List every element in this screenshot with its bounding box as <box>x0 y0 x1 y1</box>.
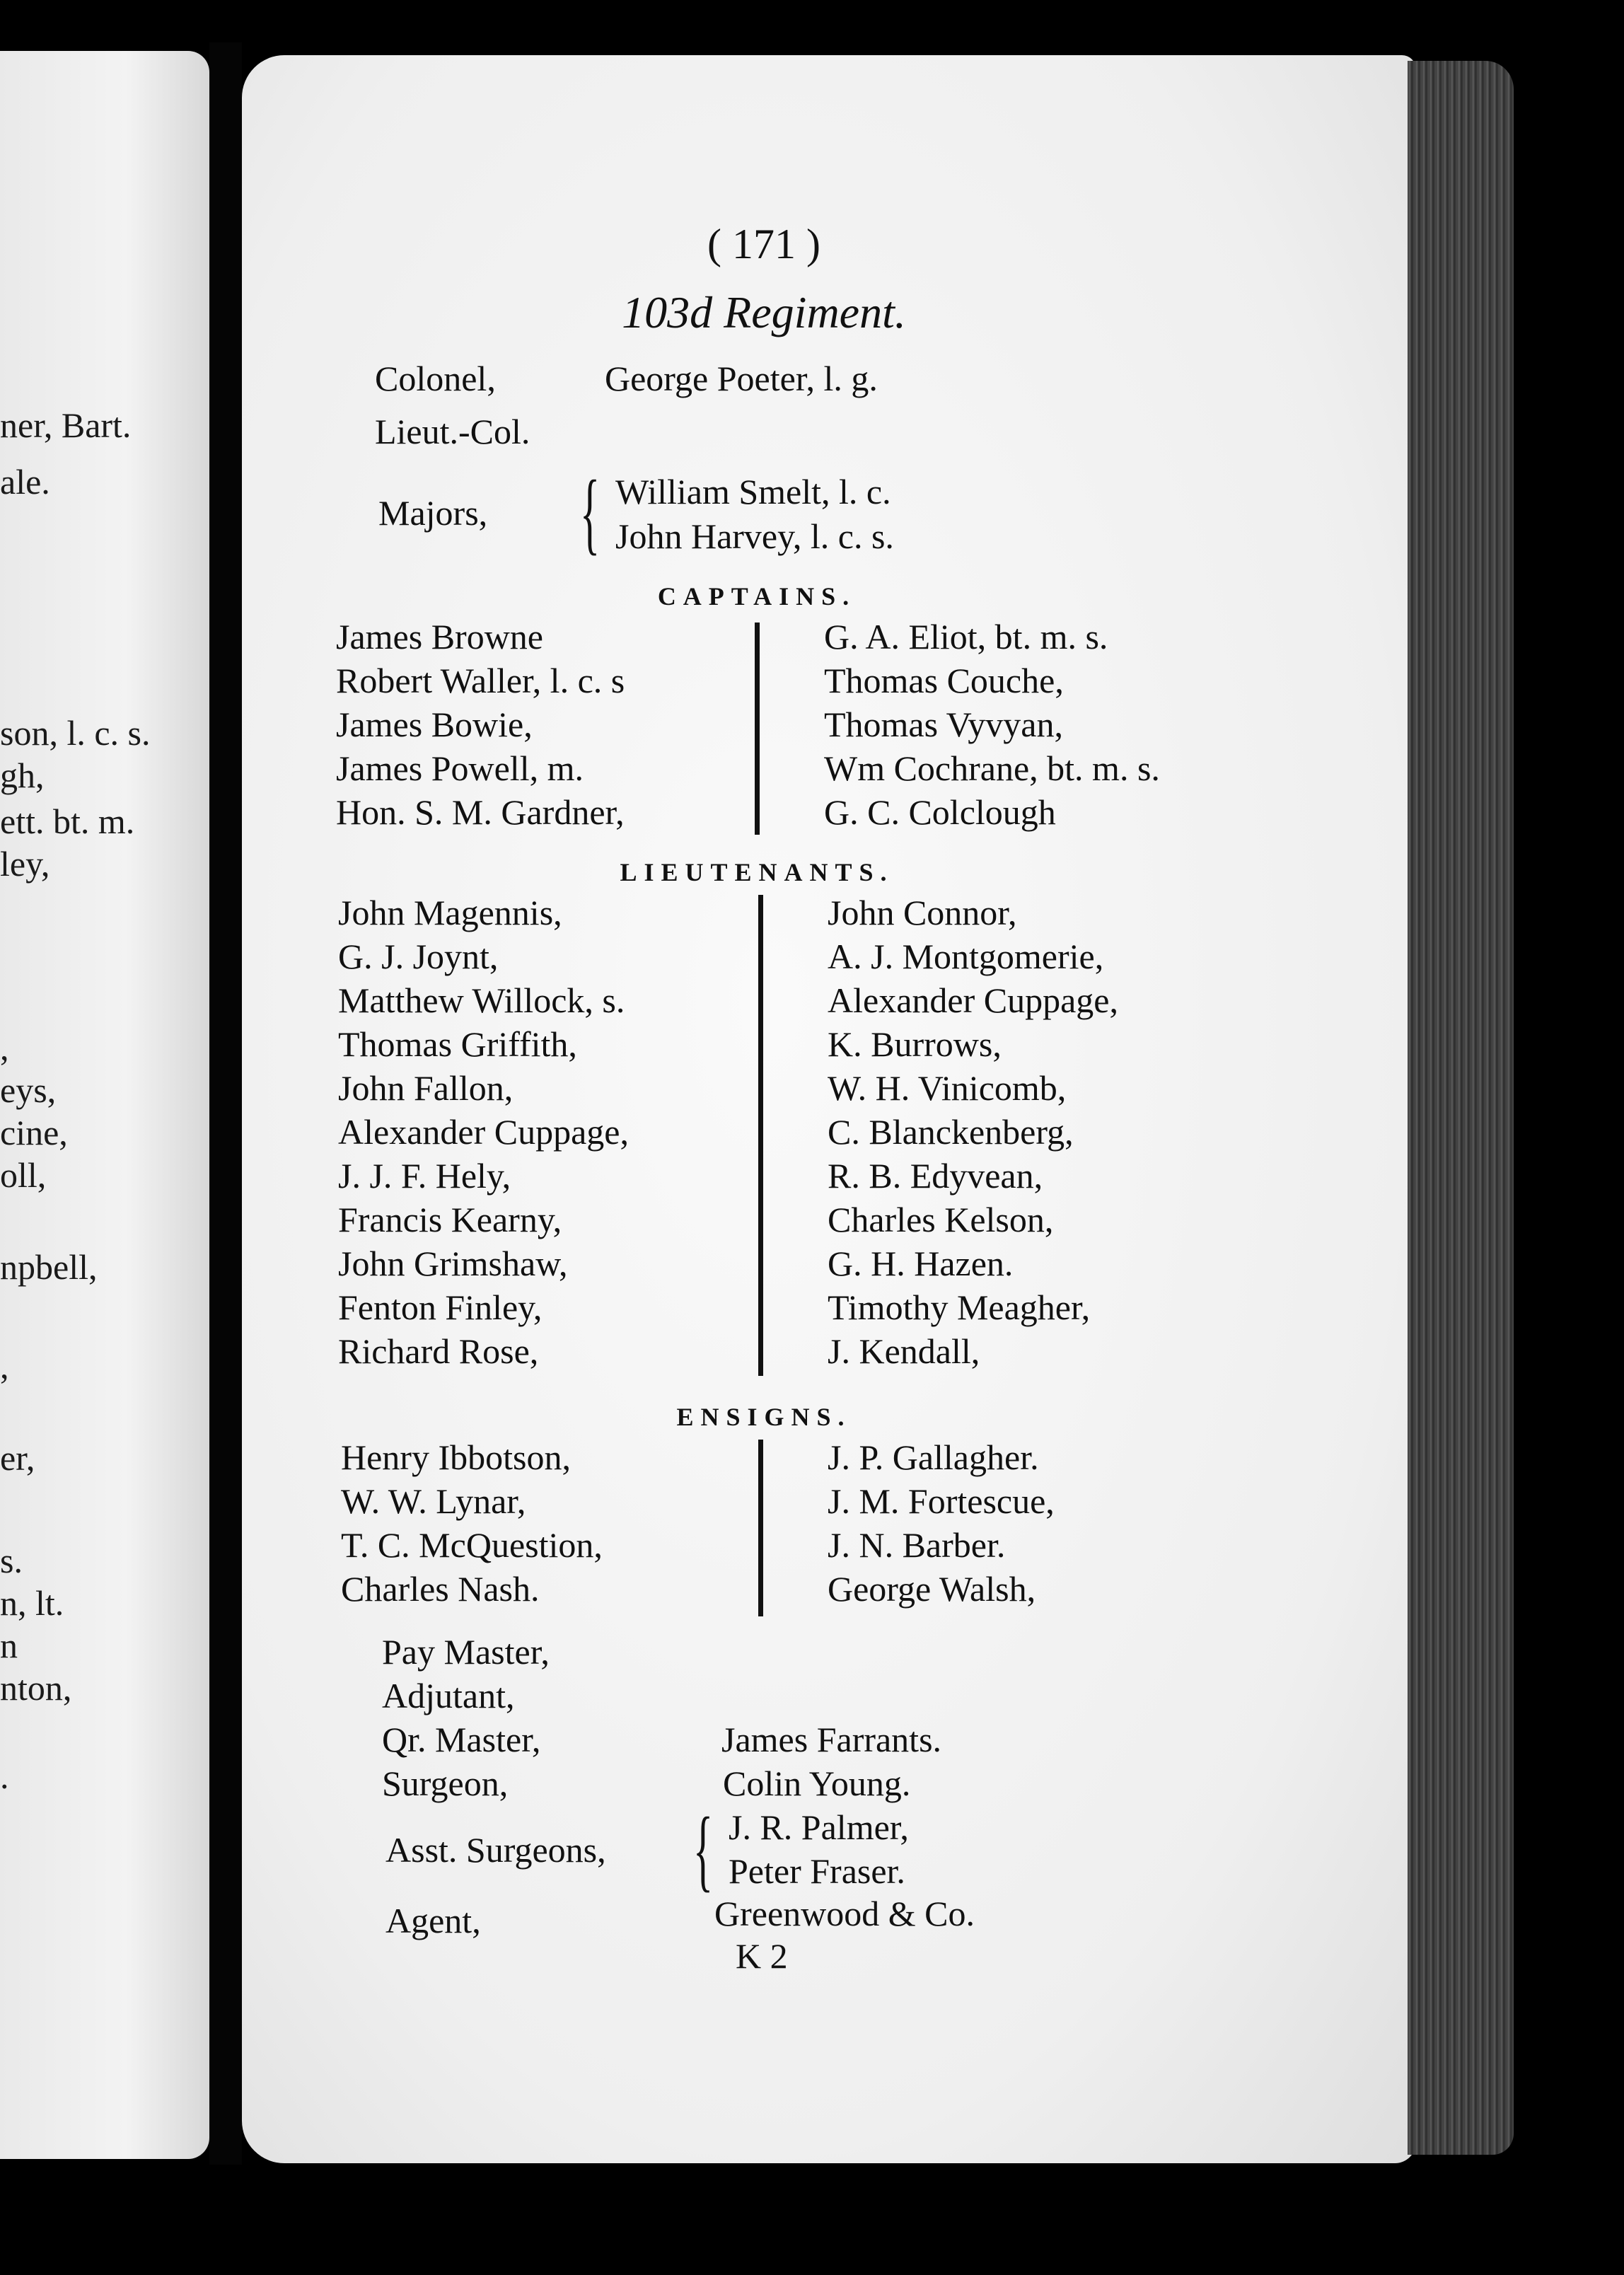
surgeon-name: Colin Young. <box>723 1764 911 1803</box>
ensigns-divider <box>758 1440 763 1616</box>
lieut-col-label: Lieut.-Col. <box>375 412 530 451</box>
lieutenant-name: J. J. F. Hely, <box>338 1156 511 1196</box>
captains-heading: CAPTAINS. <box>657 582 857 610</box>
left-fragment: nton, <box>0 1668 72 1708</box>
page-title: 103d Regiment. <box>622 287 906 337</box>
captain-name: G. A. Eliot, bt. m. s. <box>824 617 1108 656</box>
left-fragment: gh, <box>0 756 45 795</box>
lieutenant-name: John Connor, <box>828 893 1017 932</box>
lieutenant-name: A. J. Montgomerie, <box>828 937 1104 976</box>
lieutenant-name: Richard Rose, <box>338 1331 539 1371</box>
ensign-name: George Walsh, <box>828 1569 1036 1609</box>
left-fragment: ale. <box>0 462 50 502</box>
left-fragment: son, l. c. s. <box>0 713 151 753</box>
page-number: ( 171 ) <box>707 221 820 267</box>
lieutenant-name: John Grimshaw, <box>338 1244 568 1283</box>
ensigns-heading: ENSIGNS. <box>676 1403 852 1431</box>
left-fragment: . <box>0 1756 9 1796</box>
surgeon-label: Surgeon, <box>382 1764 509 1803</box>
lieutenant-name: Alexander Cuppage, <box>828 980 1118 1020</box>
lieutenant-name: G. H. Hazen. <box>828 1244 1014 1283</box>
left-fragment: , <box>0 1028 9 1067</box>
lieutenant-name: Matthew Willock, s. <box>338 980 625 1020</box>
agent-name: Greenwood & Co. <box>714 1894 975 1933</box>
left-page <box>0 51 209 2159</box>
left-fragment: npbell, <box>0 1247 98 1287</box>
lieutenant-name: Alexander Cuppage, <box>338 1112 629 1152</box>
major-name: William Smelt, l. c. <box>615 472 891 511</box>
book-gutter <box>209 42 242 2165</box>
lieutenants-divider <box>758 895 763 1376</box>
captain-name: James Powell, m. <box>336 748 584 788</box>
left-fragment: n <box>0 1626 18 1665</box>
lieutenant-name: Fenton Finley, <box>338 1287 543 1327</box>
captain-name: Thomas Couche, <box>824 661 1064 700</box>
qr-master-label: Qr. Master, <box>382 1720 541 1759</box>
left-fragment: n, lt. <box>0 1583 64 1623</box>
agent-label: Agent, <box>385 1901 481 1940</box>
asst-surgeon-name: J. R. Palmer, <box>729 1807 909 1847</box>
colonel-name: George Poeter, l. g. <box>605 359 878 398</box>
lieutenant-name: Charles Kelson, <box>828 1200 1054 1239</box>
captains-divider <box>755 623 760 835</box>
asst-surgeons-brace: { <box>693 1799 714 1901</box>
ensign-name: T. C. McQuestion, <box>341 1525 603 1565</box>
captain-name: Wm Cochrane, bt. m. s. <box>824 748 1160 788</box>
left-fragment: cine, <box>0 1113 68 1152</box>
captain-name: James Bowie, <box>336 705 533 744</box>
left-fragment: , <box>0 1346 9 1386</box>
lieutenant-name: Timothy Meagher, <box>828 1287 1091 1327</box>
left-fragment: s. <box>0 1541 23 1580</box>
majors-brace: { <box>580 462 601 564</box>
ensign-name: J. M. Fortescue, <box>828 1481 1055 1521</box>
lieutenant-name: G. J. Joynt, <box>338 937 499 976</box>
left-fragment: ner, Bart. <box>0 405 132 445</box>
left-fragment: ley, <box>0 844 50 884</box>
qr-master-name: James Farrants. <box>721 1720 942 1759</box>
captain-name: Thomas Vyvyan, <box>824 705 1063 744</box>
ensign-name: J. N. Barber. <box>828 1525 1006 1565</box>
signature-mark: K 2 <box>736 1936 788 1976</box>
ensign-name: W. W. Lynar, <box>341 1481 526 1521</box>
lieutenant-name: J. Kendall, <box>828 1331 980 1371</box>
asst-surgeons-label: Asst. Surgeons, <box>385 1830 606 1870</box>
page-edge <box>1408 61 1514 2155</box>
lieutenant-name: R. B. Edyvean, <box>828 1156 1043 1196</box>
ensign-name: Henry Ibbotson, <box>341 1437 571 1477</box>
left-fragment: ett. bt. m. <box>0 801 135 841</box>
captain-name: Robert Waller, l. c. s <box>336 661 625 700</box>
adjutant-label: Adjutant, <box>382 1676 515 1715</box>
lieutenant-name: K. Burrows, <box>828 1024 1002 1064</box>
captain-name: Hon. S. M. Gardner, <box>336 792 625 832</box>
captain-name: G. C. Colclough <box>824 792 1056 832</box>
lieutenant-name: Francis Kearny, <box>338 1200 562 1239</box>
left-fragment: er, <box>0 1438 35 1478</box>
captain-name: James Browne <box>336 617 543 656</box>
colonel-label: Colonel, <box>375 359 496 398</box>
lieutenant-name: C. Blanckenberg, <box>828 1112 1074 1152</box>
majors-label: Majors, <box>378 493 488 533</box>
asst-surgeon-name: Peter Fraser. <box>729 1851 905 1891</box>
lieutenants-heading: LIEUTENANTS. <box>620 858 894 886</box>
lieutenant-name: W. H. Vinicomb, <box>828 1068 1067 1108</box>
ensign-name: J. P. Gallagher. <box>828 1437 1039 1477</box>
pay-master-label: Pay Master, <box>382 1632 550 1672</box>
ensign-name: Charles Nash. <box>341 1569 540 1609</box>
major-name: John Harvey, l. c. s. <box>615 516 894 556</box>
lieutenant-name: John Fallon, <box>338 1068 514 1108</box>
left-fragment: oll, <box>0 1155 47 1195</box>
lieutenant-name: John Magennis, <box>338 893 562 932</box>
lieutenant-name: Thomas Griffith, <box>338 1024 577 1064</box>
left-fragment: eys, <box>0 1070 57 1110</box>
